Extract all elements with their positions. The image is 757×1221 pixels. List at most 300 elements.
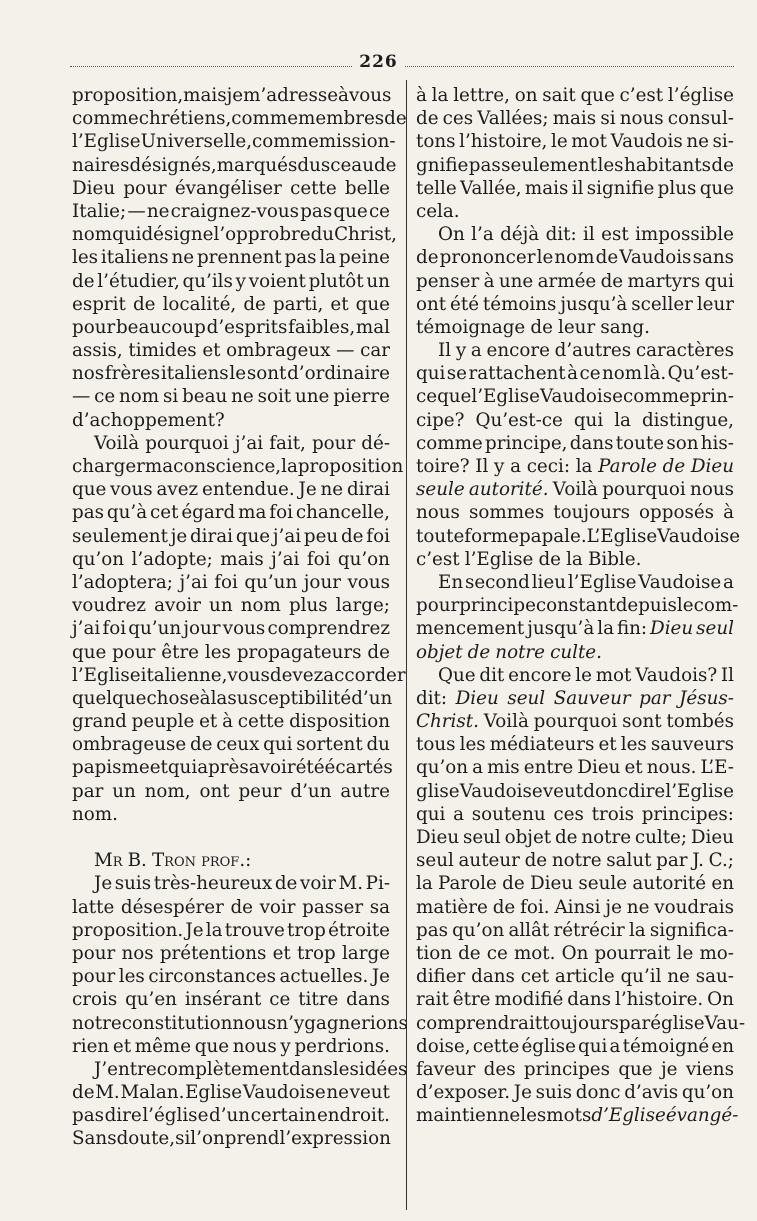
word: voudrais <box>654 896 734 918</box>
word: qui <box>416 363 446 385</box>
word: rétrécir <box>553 919 625 941</box>
word: Vau- <box>704 1012 745 1034</box>
text-line <box>72 525 390 548</box>
word: si <box>600 108 616 130</box>
word: pour <box>112 641 156 663</box>
word: là. <box>643 363 667 385</box>
word: être <box>452 989 491 1011</box>
text-line <box>72 803 390 826</box>
word: l’opprobre <box>213 224 311 246</box>
word: Je <box>513 1082 532 1104</box>
word: de <box>384 108 407 130</box>
word: pourquoi <box>533 711 618 733</box>
text-line <box>72 849 390 872</box>
word: seul <box>416 850 454 872</box>
word: faibles, <box>288 316 356 338</box>
word: désigne <box>141 224 214 246</box>
word: seule <box>578 873 628 895</box>
word: jusqu’à <box>527 618 595 640</box>
word: qu’on <box>452 919 505 941</box>
text-line <box>416 756 734 779</box>
word: la <box>575 456 593 477</box>
word: de <box>230 896 253 918</box>
word: on <box>514 85 538 106</box>
text-line <box>416 385 734 408</box>
word: cipe? <box>416 409 465 431</box>
word: Vaudoise <box>657 525 741 547</box>
text-line <box>72 896 390 919</box>
word: en <box>711 873 734 895</box>
word: de <box>467 641 491 663</box>
word: mais <box>524 177 569 199</box>
text-line <box>72 1081 390 1104</box>
word: l’étudier, <box>97 270 180 292</box>
word: Bible. <box>587 548 642 570</box>
word: ces <box>442 108 474 130</box>
word: nous. <box>646 757 697 779</box>
word: Pi- <box>365 873 390 895</box>
word: son <box>666 432 699 454</box>
word: avoir <box>248 757 296 779</box>
text-line <box>72 246 390 269</box>
word: qu’on <box>681 1082 734 1104</box>
word: prétentions <box>159 942 267 964</box>
word: endroit. <box>316 1105 390 1127</box>
word: vous <box>110 479 153 501</box>
word: une <box>498 270 534 292</box>
word: qui <box>578 1035 608 1057</box>
word: je <box>170 525 188 547</box>
word: je <box>226 85 244 106</box>
word: objet <box>504 827 552 848</box>
word: ma <box>238 502 267 524</box>
word: dirai <box>189 525 234 547</box>
word: très-heureux <box>153 873 273 895</box>
word: comme <box>622 386 690 408</box>
word: je <box>605 896 622 918</box>
text-line <box>416 432 734 455</box>
text-line <box>416 1012 745 1035</box>
word: ce <box>94 386 116 408</box>
word: les <box>459 734 486 756</box>
word: j’ai <box>234 432 264 454</box>
text-line <box>416 664 734 687</box>
word: encore <box>508 664 572 686</box>
word: impossible <box>635 224 734 246</box>
word: Christ. <box>416 711 479 733</box>
word: trop <box>287 919 326 941</box>
word: leur <box>696 293 734 315</box>
text-line <box>72 154 397 177</box>
word: du <box>297 154 321 176</box>
text-line <box>416 501 734 524</box>
word: peur <box>238 780 282 802</box>
word: que <box>618 1058 653 1080</box>
word: témoignage <box>416 316 526 338</box>
word: l’expression <box>279 1128 391 1150</box>
word: principes: <box>641 803 734 825</box>
word: foi <box>366 525 390 547</box>
word: l’Eglise <box>72 131 141 153</box>
text-line <box>72 664 406 687</box>
word: Dieu <box>650 618 694 640</box>
text-line <box>72 641 390 664</box>
word: peuple <box>131 711 195 733</box>
word: évangéliser <box>174 177 282 199</box>
word: caractères <box>635 340 734 362</box>
word: ne <box>146 200 170 222</box>
text-line <box>416 872 734 895</box>
word: large; <box>335 595 390 617</box>
word: ce <box>486 942 508 964</box>
text-line <box>72 1104 390 1127</box>
word: de <box>595 247 619 269</box>
word: la <box>281 456 298 477</box>
word: On <box>707 989 734 1011</box>
word: la <box>319 247 337 269</box>
word: Ainsi <box>554 896 601 918</box>
word: un <box>366 270 390 292</box>
word: se <box>446 363 467 385</box>
word: qui <box>704 270 734 292</box>
word: vous <box>348 85 392 106</box>
word: notre <box>495 641 545 663</box>
word: de <box>711 154 734 176</box>
word: désignés, <box>129 154 217 176</box>
word: pierre <box>333 386 390 408</box>
word: n’y <box>276 1012 305 1034</box>
word: idées <box>358 1058 408 1080</box>
word: habitants <box>624 154 711 176</box>
word: qu’on <box>337 548 390 570</box>
word: M. <box>338 873 364 895</box>
word: dit: <box>416 687 448 709</box>
word: martyrs <box>627 270 701 292</box>
text-line <box>72 594 390 617</box>
text-line <box>72 478 390 501</box>
word: Tron <box>151 850 196 872</box>
word: italiens <box>160 363 229 385</box>
word: large <box>341 942 390 964</box>
word: l’on <box>190 1128 225 1150</box>
word: gnifie <box>416 154 469 176</box>
word: allât <box>508 919 550 941</box>
word: ne <box>326 1082 349 1104</box>
word: car <box>360 340 390 362</box>
word: J. <box>692 850 704 872</box>
word: comprendrez <box>267 618 390 640</box>
word: pour <box>416 595 460 617</box>
text-line <box>72 548 390 571</box>
word: gagnerions <box>304 1012 408 1034</box>
word: peine <box>338 247 390 269</box>
word: entendue. <box>202 479 295 501</box>
text-line <box>416 942 734 965</box>
word: de <box>340 525 364 547</box>
word: jour <box>183 618 221 640</box>
word: la <box>416 873 433 895</box>
word: comme <box>72 108 139 130</box>
word: foi. <box>520 896 550 918</box>
word: de <box>502 873 525 895</box>
word: conscience, <box>173 456 282 477</box>
word: signifie <box>586 177 655 199</box>
word: depuis <box>615 595 677 617</box>
text-line <box>416 1081 734 1104</box>
word: à <box>567 363 579 385</box>
text-line <box>72 177 390 200</box>
word: qui <box>167 757 198 779</box>
word: et <box>202 340 221 362</box>
word: sans <box>692 247 734 269</box>
word: et <box>598 734 617 756</box>
word: naires <box>72 154 130 176</box>
left-column <box>72 84 408 1151</box>
text-line <box>416 548 734 571</box>
word: suis <box>535 1082 573 1104</box>
word: grand <box>72 711 127 733</box>
word: Dieu <box>416 827 460 848</box>
text-line <box>416 339 734 362</box>
text-line <box>416 988 734 1011</box>
word: chrétiens, <box>138 108 232 130</box>
word: Vallées; <box>477 108 549 130</box>
word: dé- <box>361 432 390 454</box>
word: pourquoi <box>145 432 229 454</box>
word: accorder <box>323 664 406 686</box>
word: Qu’est-ce <box>475 409 563 431</box>
word: insérant <box>184 989 262 1011</box>
word: seulement <box>72 525 168 547</box>
word: disposition <box>289 711 390 733</box>
text-line <box>416 919 734 942</box>
word: les <box>620 734 647 756</box>
word: encore <box>486 340 550 362</box>
word: que <box>580 85 615 106</box>
word: j’ai <box>72 618 101 640</box>
word: foi <box>214 571 238 593</box>
word: dire <box>104 1105 142 1127</box>
word: circonstances <box>148 966 277 988</box>
word: Qu’est- <box>667 363 734 385</box>
word: Dieu <box>455 687 499 709</box>
text-line <box>72 339 390 362</box>
word: second <box>464 571 530 593</box>
word: nom <box>602 363 643 385</box>
word: jour <box>303 571 341 593</box>
word: propagateurs <box>236 641 362 663</box>
word: nous <box>416 502 460 524</box>
word: de <box>367 641 390 663</box>
text-line <box>72 571 390 594</box>
word: ne <box>320 479 344 501</box>
text-line <box>416 733 734 756</box>
text-line <box>416 84 734 107</box>
word: sauveurs <box>650 734 734 756</box>
word: soutenu <box>471 803 546 825</box>
word: comme <box>416 432 483 454</box>
word: his- <box>700 432 734 454</box>
text-line <box>72 455 404 478</box>
text-line <box>416 617 734 640</box>
word: actuelles. <box>279 966 369 988</box>
word: comme <box>231 108 299 130</box>
word: foi <box>102 618 127 640</box>
text-line <box>416 130 734 153</box>
word: avez <box>156 479 199 501</box>
word: qu’on <box>72 548 125 570</box>
word: proposition <box>297 456 404 477</box>
word: timides <box>128 340 197 362</box>
word: certain <box>250 1105 317 1127</box>
word: suis <box>114 873 152 895</box>
word: latte <box>72 896 115 918</box>
word: Eglise <box>185 1082 243 1104</box>
word: prin- <box>689 386 734 408</box>
word: sang. <box>600 316 650 338</box>
word: tous <box>416 734 456 756</box>
word: telle <box>416 177 457 199</box>
word: ne <box>667 966 690 988</box>
word: nous <box>232 1012 277 1034</box>
word: notre <box>551 850 602 872</box>
word: donc <box>575 1082 621 1104</box>
word: sont <box>246 363 287 385</box>
word: a <box>472 757 484 779</box>
word: le <box>676 942 694 964</box>
word: avoir <box>154 595 201 617</box>
word: Parole <box>438 873 497 895</box>
text-line <box>416 362 734 385</box>
word: veut <box>349 1082 390 1104</box>
word: Dieu <box>690 456 734 477</box>
word: doise, <box>416 1035 471 1057</box>
word: le <box>229 363 247 385</box>
word: entre <box>523 757 574 779</box>
word: comprendrait <box>416 1012 543 1034</box>
text-line <box>416 803 734 826</box>
word: charger <box>72 456 145 477</box>
word: de <box>600 270 624 292</box>
word: il <box>571 177 584 199</box>
word: Vallée, <box>460 177 522 199</box>
word: titre <box>298 989 339 1011</box>
word: notre <box>581 827 632 848</box>
text-line <box>72 432 390 455</box>
text-line <box>72 988 390 1011</box>
text-line <box>72 826 390 849</box>
word: rattachent <box>468 363 566 385</box>
word: italienne, <box>140 664 228 686</box>
word: J’entre <box>94 1058 157 1080</box>
word: ne <box>626 896 650 918</box>
word: Il <box>438 340 452 362</box>
word: témoins <box>482 293 557 315</box>
word: Voilà <box>94 432 140 454</box>
word: de <box>72 270 95 292</box>
word: Mr <box>94 850 123 872</box>
text-line <box>416 1058 734 1081</box>
word: cette <box>290 177 337 199</box>
word: Vaudoise <box>459 780 543 802</box>
text-line <box>416 849 734 872</box>
word: autre <box>340 780 390 802</box>
word: y <box>494 456 505 477</box>
word: médiateurs <box>489 734 595 756</box>
word: prend <box>224 1128 280 1150</box>
word: y <box>235 270 246 292</box>
word: Christ, <box>334 224 397 246</box>
text-line <box>416 1035 734 1058</box>
word: tombés <box>666 711 734 733</box>
word: complètement <box>156 1058 290 1080</box>
text-line <box>72 965 390 988</box>
word: pour <box>72 966 116 988</box>
word: prononcer <box>439 247 536 269</box>
text-line <box>72 780 390 803</box>
word: pour <box>311 432 356 454</box>
word: par <box>639 687 671 709</box>
text-line <box>416 293 734 316</box>
word: sait <box>542 85 576 106</box>
word: glise <box>416 780 460 802</box>
word: de <box>243 293 266 315</box>
word: autorité <box>632 873 707 895</box>
word: trop <box>296 942 336 964</box>
word: du <box>366 734 390 756</box>
word: dit <box>479 664 505 686</box>
word: témoigné <box>622 1035 710 1057</box>
word: en <box>711 1035 734 1057</box>
word: cet <box>150 502 179 524</box>
text-line <box>416 896 734 919</box>
word: même <box>134 1035 192 1057</box>
word: par <box>656 850 688 872</box>
word: sa <box>369 896 390 918</box>
word: l’Eglise <box>471 386 540 408</box>
word: de <box>132 293 156 315</box>
word: Vaudoise <box>540 386 623 408</box>
word: voir <box>300 873 336 895</box>
word: de <box>72 1082 95 1104</box>
word: Jésus- <box>679 687 734 709</box>
word: Italie; <box>72 200 127 222</box>
word: fait, <box>269 432 306 454</box>
word: à <box>723 502 734 524</box>
page-number-text: 226 <box>353 52 404 72</box>
word: et <box>149 757 168 779</box>
word: prennent <box>196 247 282 269</box>
word: ceux <box>216 734 260 756</box>
word: les <box>72 247 99 269</box>
word: cela. <box>416 200 460 222</box>
word: significa- <box>649 919 734 941</box>
word: si <box>175 1128 191 1150</box>
word: est <box>601 224 629 246</box>
word: de <box>662 456 686 477</box>
word: à <box>199 687 211 709</box>
word: On <box>438 224 465 246</box>
word: a <box>723 571 734 593</box>
word: la <box>566 548 583 570</box>
word: ombrageuse <box>72 734 187 756</box>
word: chancelle, <box>295 502 390 524</box>
word: qui <box>416 803 446 825</box>
word: nom, <box>144 780 191 802</box>
word: a <box>510 456 521 477</box>
text-line <box>416 107 734 130</box>
word: sceau <box>320 154 374 176</box>
